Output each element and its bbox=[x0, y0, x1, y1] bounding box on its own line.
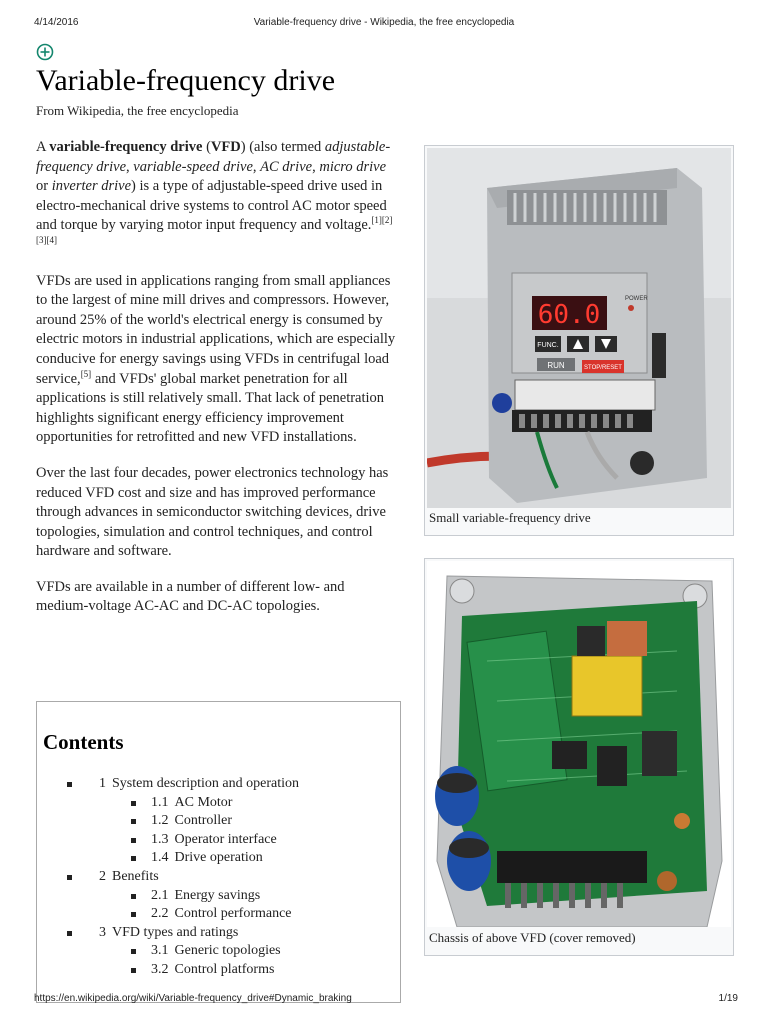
power-label: POWER bbox=[625, 296, 648, 302]
term-italic: inverter drive bbox=[51, 178, 132, 195]
toc-label: System description and operation bbox=[112, 776, 300, 791]
toc-subitem[interactable] bbox=[37, 831, 400, 850]
toc-label: Control performance bbox=[174, 906, 292, 922]
text-run: ( bbox=[202, 139, 211, 155]
text-run: or bbox=[36, 178, 52, 195]
toc-subitem[interactable] bbox=[37, 905, 400, 924]
toc-number: 3.1 bbox=[151, 943, 169, 959]
paragraph-topologies: VFDs are available in a number of different low- and medium-voltage AC-AC and DC-AC topologies. bbox=[36, 578, 345, 615]
page-subtitle: From Wikipedia, the free encyclopedia bbox=[36, 103, 239, 118]
toc-item[interactable] bbox=[37, 868, 400, 887]
run-button-label: RUN bbox=[547, 361, 565, 370]
toc-number: 2 bbox=[99, 868, 106, 884]
toc-heading: Contents bbox=[43, 730, 124, 754]
paragraph-applications bbox=[36, 272, 400, 448]
print-title: Variable-frequency drive - Wikipedia, the free encyclopedia bbox=[253, 17, 515, 28]
stop-button-label: STOP/RESET bbox=[584, 365, 622, 371]
display-readout: 60.0 bbox=[537, 300, 601, 330]
toc-subitem[interactable] bbox=[37, 942, 400, 961]
text-run: A bbox=[36, 139, 50, 155]
toc-subitem[interactable] bbox=[37, 812, 400, 831]
term-italic: adjustable-frequency drive bbox=[36, 139, 391, 175]
plus-circle-icon[interactable] bbox=[36, 43, 54, 61]
toc-number: 1.3 bbox=[151, 831, 169, 847]
toc-number: 1.1 bbox=[151, 794, 169, 810]
text-run: , bbox=[126, 158, 134, 175]
term-italic: variable-speed drive bbox=[133, 158, 253, 175]
toc-label: Control platforms bbox=[174, 961, 275, 977]
page-title: Variable-frequency drive bbox=[36, 64, 336, 97]
text-run: and VFDs' global market penetration for all applications is still relatively small. That lack of penetration highlights significant energy efficiency improvement opportunities for retrofitted and new VFD installations. bbox=[36, 370, 385, 446]
term-italic: micro drive bbox=[319, 158, 387, 175]
text-run: VFDs are used in applications ranging from small appliances to the largest of mine mill drives and compressors. However, around 25% of the world's electrical energy is consumed by electric motors in industrial applications, which are especially conducive for energy savings using VFDs in centrifugal load service, bbox=[36, 272, 396, 387]
text-run: , bbox=[312, 158, 320, 175]
chassis-photo[interactable] bbox=[427, 561, 731, 927]
print-url: https://en.wikipedia.org/wiki/Variable-frequency_drive#Dynamic_braking bbox=[34, 993, 352, 1004]
figure-vfd-chassis bbox=[424, 558, 734, 956]
text-run: , bbox=[252, 158, 261, 175]
toc-label: Controller bbox=[174, 813, 233, 829]
toc-number: 1 bbox=[99, 776, 106, 791]
toc-item[interactable] bbox=[37, 924, 400, 943]
text-run: ) is a type of adjustable-speed drive used in electro-mechanical drive systems to control AC motor speed and torque by varying motor input frequency and voltage. bbox=[36, 178, 387, 234]
term-bold: variable-frequency drive bbox=[49, 139, 203, 155]
toc-number: 3 bbox=[99, 924, 106, 940]
toc-label: Drive operation bbox=[174, 850, 263, 866]
page-number: 1/19 bbox=[718, 993, 738, 1004]
paragraph-history: Over the last four decades, power electronics technology has reduced VFD cost and size and has improved performance through advances in semiconductor switching devices, drive topologies, simulation and control techniques, and control hardware and software. bbox=[36, 464, 389, 560]
article-body bbox=[36, 138, 400, 633]
toc-subitem[interactable] bbox=[37, 849, 400, 868]
term-bold: VFD bbox=[210, 139, 241, 155]
toc-label: Generic topologies bbox=[174, 943, 281, 959]
toc-number: 3.2 bbox=[151, 961, 169, 977]
power-led-icon bbox=[628, 305, 634, 311]
toc-label: AC Motor bbox=[174, 794, 233, 810]
paragraph-intro bbox=[36, 138, 400, 256]
toc-number: 1.4 bbox=[151, 850, 169, 866]
toc-label: Energy savings bbox=[174, 887, 261, 903]
toc-number: 1.2 bbox=[151, 813, 169, 829]
toc-label: Operator interface bbox=[174, 831, 277, 847]
text-run: ) (also termed bbox=[240, 139, 325, 155]
table-of-contents bbox=[36, 701, 401, 1003]
figure-small-vfd bbox=[424, 145, 734, 536]
citation-ref[interactable]: [5] bbox=[80, 368, 92, 379]
toc-subitem[interactable] bbox=[37, 887, 400, 906]
toc-label: Benefits bbox=[112, 868, 159, 884]
print-date: 4/14/2016 bbox=[34, 17, 79, 28]
figure-caption: Small variable-frequency drive bbox=[429, 510, 591, 525]
func-button-label: FUNC. bbox=[537, 342, 559, 349]
toc-list bbox=[37, 775, 400, 980]
vfd-photo[interactable] bbox=[427, 148, 731, 508]
figure-caption: Chassis of above VFD (cover removed) bbox=[429, 930, 636, 945]
toc-subitem[interactable] bbox=[37, 961, 400, 980]
toc-number: 2.1 bbox=[151, 887, 169, 903]
toc-label: VFD types and ratings bbox=[112, 924, 239, 940]
toc-item[interactable] bbox=[37, 775, 400, 794]
term-italic: AC drive bbox=[260, 158, 313, 175]
toc-number: 2.2 bbox=[151, 906, 169, 922]
citation-refs[interactable]: [1][2][3][4] bbox=[36, 215, 393, 246]
toc-subitem[interactable] bbox=[37, 794, 400, 813]
